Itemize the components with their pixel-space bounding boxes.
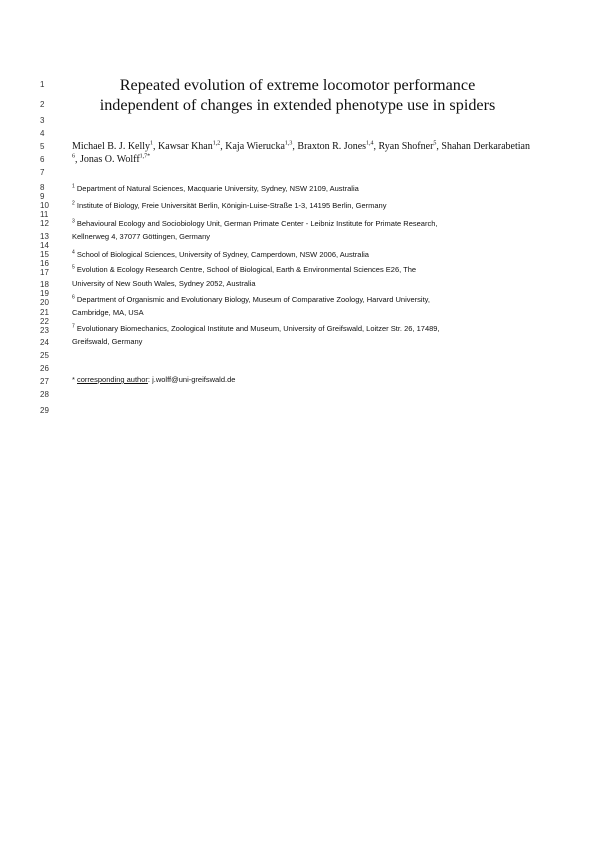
author-name: Ryan Shofner (378, 141, 434, 152)
line-number: 5 (40, 142, 45, 151)
paper-title-line-2: independent of changes in extended phenotype use in spiders (99, 96, 496, 114)
line-number: 29 (40, 406, 49, 415)
line-number: 16 (40, 259, 49, 268)
author-name: Kawsar Khan (158, 141, 213, 152)
affiliation-number: 3 (72, 218, 75, 225)
line-number: 7 (40, 168, 45, 177)
author-affiliation-mark: 6 (72, 153, 75, 160)
affiliation-text: Evolutionary Biomechanics, Zoological Institute and Museum, University of Greifswald, Loitzer Str. 26, 17489, (76, 324, 440, 333)
affiliation-5-continued: University of New South Wales, Sydney 2052, Australia (72, 279, 256, 288)
line-number: 9 (40, 192, 45, 201)
author-list-line-2: $^6$, Jonas O. Wolff$^{1,7*}$ (72, 153, 151, 165)
line-number: 20 (40, 298, 49, 307)
affiliation-text: Department of Natural Sciences, Macquarie University, Sydney, NSW 2109, Australia (76, 184, 359, 193)
line-number: 17 (40, 268, 49, 277)
author-affiliation-mark: 1,3 (284, 140, 293, 147)
line-number: 27 (40, 377, 49, 386)
affiliation-text: Behavioural Ecology and Sociobiology Unit, German Primate Center - Leibniz Institute for Primate Research, (76, 219, 438, 228)
affiliation-text: Institute of Biology, Freie Universität Berlin, Königin-Luise-Straße 1-3, 14195 Berlin, Germany (76, 201, 387, 210)
author-affiliation-mark: 1,4 (366, 140, 374, 147)
line-number: 21 (40, 308, 49, 317)
affiliation-text: Department of Organismic and Evolutionary Biology, Museum of Comparative Zoology, Harvard University, (76, 295, 430, 304)
line-number: 11 (40, 210, 49, 219)
line-number: 22 (40, 317, 49, 326)
line-number: 1 (40, 80, 45, 89)
affiliation-number: 2 (72, 200, 75, 207)
line-number: 24 (40, 338, 49, 347)
affiliation-number: 1 (72, 183, 75, 190)
line-number: 15 (40, 250, 49, 259)
line-number: 12 (40, 219, 49, 228)
affiliation-text: School of Biological Sciences, University of Sydney, Camperdown, NSW 2006, Australia (76, 250, 369, 259)
line-number: 18 (40, 280, 49, 289)
author-name: Shahan Derkarabetian (441, 141, 530, 152)
affiliation-number: 7 (72, 323, 75, 330)
affiliation-3-continued: Kellnerweg 4, 37077 Göttingen, Germany (72, 232, 210, 241)
line-number: 28 (40, 390, 49, 399)
line-number: 14 (40, 241, 49, 250)
line-number: 26 (40, 364, 49, 373)
affiliation-2 (72, 201, 386, 211)
author-name: Michael B. J. Kelly (72, 141, 151, 152)
line-number: 6 (40, 155, 45, 164)
author-list-line-1: Michael B. J. Kelly$^1$, Kawsar Khan$^{1,2}$, Kaja Wierucka$^{1,3}$, Braxton R. Jones$^{1,4}$, Ryan Shofner$^5$, Shahan Derkarabetian (72, 140, 530, 152)
line-number: 4 (40, 129, 45, 138)
affiliation-7 (72, 324, 440, 334)
author-affiliation-mark: 1 (150, 140, 154, 147)
affiliation-6 (72, 295, 430, 305)
corresponding-star: * (72, 375, 75, 384)
author-affiliation-mark: 1,2 (212, 140, 221, 147)
affiliation-7-continued: Greifswald, Germany (72, 337, 143, 346)
affiliation-text: Evolution & Ecology Research Centre, School of Biological, Earth & Environmental Sciences E26, The (76, 265, 417, 274)
corresponding-email[interactable]: j.wolff@uni-greifswald.de (152, 375, 236, 384)
affiliation-number: 6 (72, 294, 75, 301)
author-name: Kaja Wierucka (225, 141, 285, 152)
corresponding-author-label[interactable]: corresponding author (77, 375, 148, 384)
affiliation-6-continued: Cambridge, MA, USA (72, 308, 144, 317)
line-number: 23 (40, 326, 49, 335)
author-name: Jonas O. Wolff (80, 154, 140, 165)
affiliation-4 (72, 250, 369, 260)
corresponding-separator: : (147, 375, 153, 384)
affiliation-number: 5 (72, 264, 75, 271)
line-number: 8 (40, 183, 45, 192)
line-number: 25 (40, 351, 49, 360)
author-affiliation-mark: 1,7* (139, 153, 151, 160)
line-number: 19 (40, 289, 49, 298)
line-number: 3 (40, 116, 45, 125)
line-number: 10 (40, 201, 49, 210)
line-number: 13 (40, 232, 49, 241)
paper-title-line-1: Repeated evolution of extreme locomotor performance (119, 76, 476, 94)
affiliation-1 (72, 184, 359, 194)
author-name: Braxton R. Jones (297, 141, 367, 152)
line-number: 2 (40, 100, 45, 109)
affiliation-5 (72, 265, 416, 275)
affiliation-number: 4 (72, 249, 75, 256)
affiliation-3 (72, 219, 437, 229)
author-affiliation-mark: 5 (433, 140, 437, 147)
corresponding-author (72, 375, 235, 385)
